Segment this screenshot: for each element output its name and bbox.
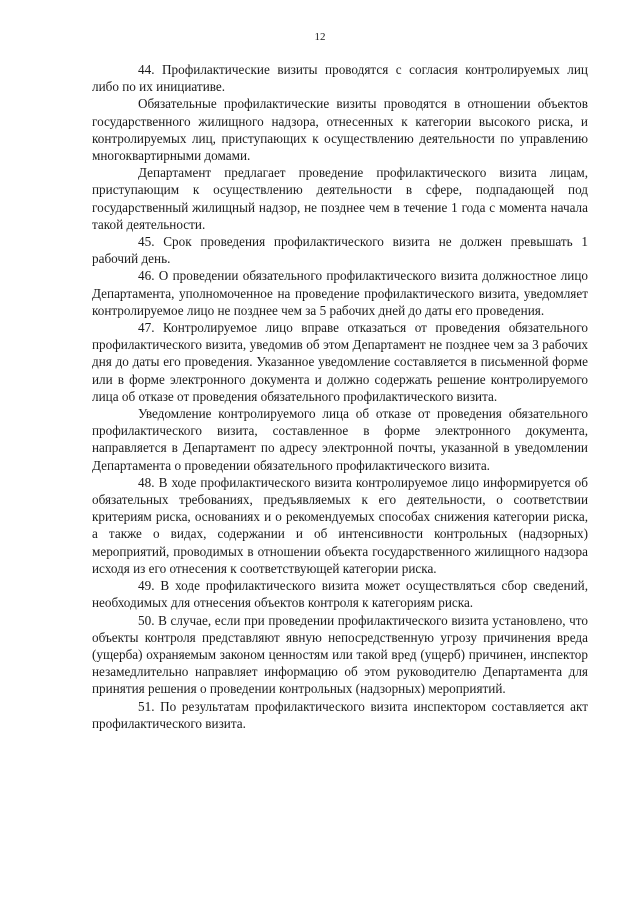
document-body [92,61,588,732]
paragraph-50: 50. В случае, если при проведении профилактического визита установлено, что объекты контроля представляют явную непосредственную угрозу причинения вреда (ущерба) охраняемым законом ценностям или такой вред (ущерб) причинен, инспектор незамедлительно направляет информацию об этом руководителю Департамента для принятия решения о проведении контрольных (надзорных) мероприятий. [92,612,588,697]
paragraph-refusal-notice: Уведомление контролируемого лица об отказе от проведения обязательного профилактического визита, составленное в форме электронного документа, направляется в Департамент по адресу электронной почты, указанной в уведомлении Департамента о проведении обязательного профилактического визита. [92,406,588,473]
paragraph-mandatory-visits: Обязательные профилактические визиты проводятся в отношении объектов государственного жилищного надзора, отнесенных к категории высокого риска, и контролируемых лиц, приступающих к осуществлению деятельности по управлению многоквартирными домами. [92,96,588,164]
paragraph-47: 47. Контролируемое лицо вправе отказаться от проведения обязательного профилактического визита, уведомив об этом Департамент не позднее чем за 3 рабочих дня до даты его проведения. Указанное уведомление составляется в письменной форме или в форме электронного документа и должно содержать решение контролируемого лица об отказе от проведения обязательного профилактического визита. [92,320,588,404]
paragraph-44: 44. Профилактические визиты проводятся с согласия контролируемых лиц либо по их инициативе. [92,62,588,95]
paragraph-45: 45. Срок проведения профилактического визита не должен превышать 1 рабочий день. [92,234,588,267]
paragraph-48: 48. В ходе профилактического визита контролируемое лицо информируется об обязательных требованиях, предъявляемых к его деятельности, о соответствии критериям риска, основаниях и о рекомендуемых способах снижения категории риска, а также о видах, содержании и об интенсивности контрольных (надзорных) мероприятий, проводимых в отношении объекта государственного жилищного надзора исходя из его отнесения к соответствующей категории риска. [92,474,588,576]
paragraph-51: 51. По результатам профилактического визита инспектором составляется акт профилактического визита. [92,698,588,731]
paragraph-46: 46. О проведении обязательного профилактического визита должностное лицо Департамента, уполномоченное на проведение профилактического визита, уведомляет контролируемое лицо не позднее чем за 5 рабочих дней до даты его проведения. [92,268,588,318]
page-number: 12 [314,31,326,43]
paragraph-department-offer: Департамент предлагает проведение профилактического визита лицам, приступающим к осуществлению деятельности в сфере, подпадающей под государственный жилищный надзор, не позднее чем в течение 1 года с момента начала такой деятельности. [92,165,588,232]
paragraph-49: 49. В ходе профилактического визита может осуществляться сбор сведений, необходимых для отнесения объектов контроля к категориям риска. [92,578,588,611]
